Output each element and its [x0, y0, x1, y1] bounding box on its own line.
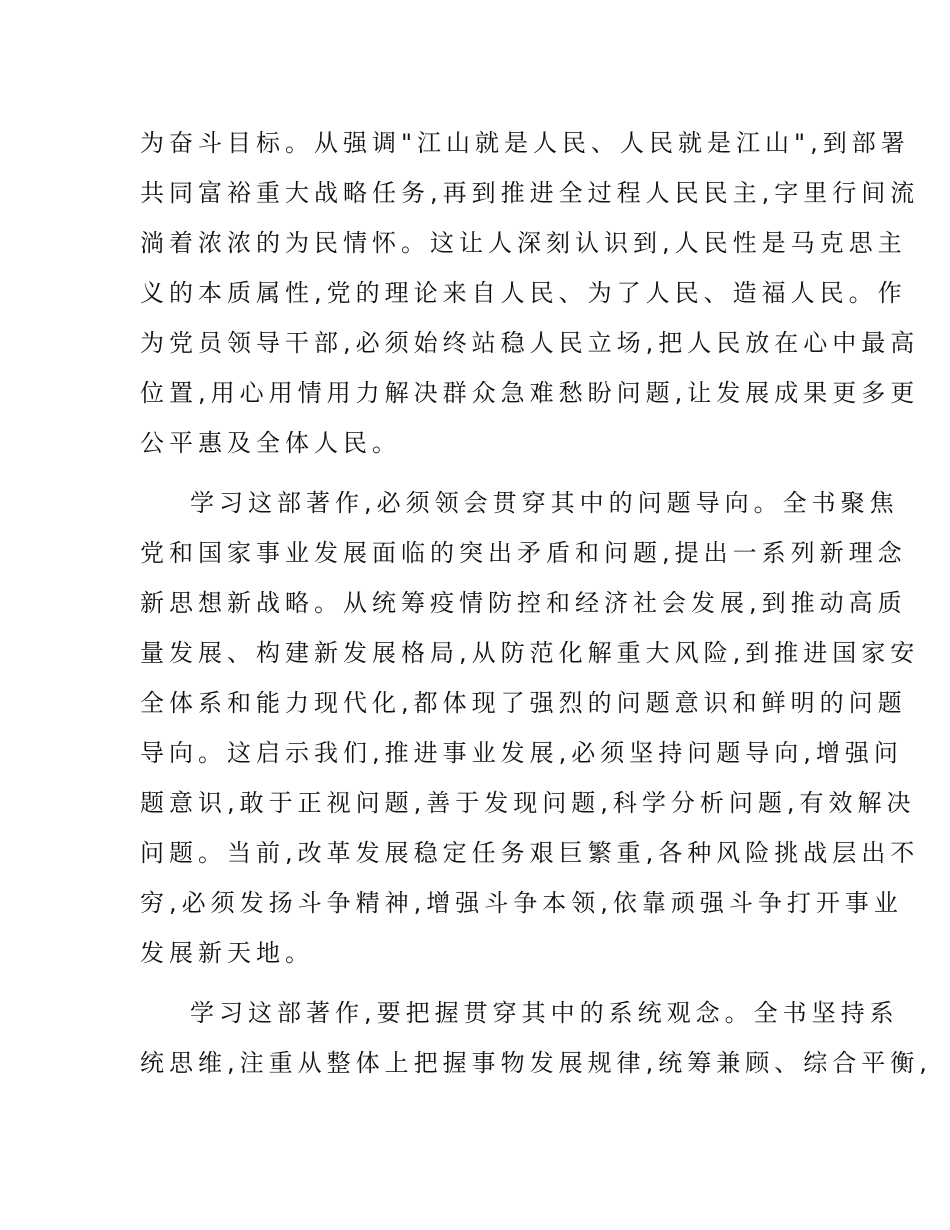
text-line: 量发展、构建新发展格局,从防范化解重大风险,到推进国家安	[140, 639, 920, 667]
text-line: 义的本质属性,党的理论来自人民、为了人民、造福人民。作	[140, 279, 907, 307]
text-line: 公平惠及全体人民。	[140, 429, 401, 457]
text-line: 学习这部著作,要把握贯穿其中的系统观念。全书坚持系	[190, 999, 899, 1027]
text-line: 位置,用心用情用力解决群众急难愁盼问题,让发展成果更多更	[140, 379, 920, 407]
text-line: 为奋斗目标。从强调"江山就是人民、人民就是江山",到部署	[140, 129, 910, 157]
text-line: 问题。当前,改革发展稳定任务艰巨繁重,各种风险挑战层出不	[140, 839, 920, 867]
text-line: 导向。这启示我们,推进事业发展,必须坚持问题导向,增强问	[140, 739, 903, 767]
text-line: 为党员领导干部,必须始终站稳人民立场,把人民放在心中最高	[140, 329, 920, 357]
text-line: 淌着浓浓的为民情怀。这让人深刻认识到,人民性是马克思主	[140, 229, 907, 257]
text-line: 全体系和能力现代化,都体现了强烈的问题意识和鲜明的问题	[140, 689, 907, 717]
text-line: 党和国家事业发展面临的突出矛盾和问题,提出一系列新理念	[140, 539, 907, 567]
text-line: 穷,必须发扬斗争精神,增强斗争本领,依靠顽强斗争打开事业	[140, 889, 903, 917]
text-line: 统思维,注重从整体上把握事物发展规律,统筹兼顾、综合平衡,	[140, 1049, 932, 1077]
text-line: 共同富裕重大战略任务,再到推进全过程人民民主,字里行间流	[140, 179, 920, 207]
text-line: 发展新天地。	[140, 939, 314, 967]
text-line: 新思想新战略。从统筹疫情防控和经济社会发展,到推动高质	[140, 589, 907, 617]
text-line: 题意识,敢于正视问题,善于发现问题,科学分析问题,有效解决	[140, 789, 916, 817]
text-line: 学习这部著作,必须领会贯穿其中的问题导向。全书聚焦	[190, 489, 899, 517]
